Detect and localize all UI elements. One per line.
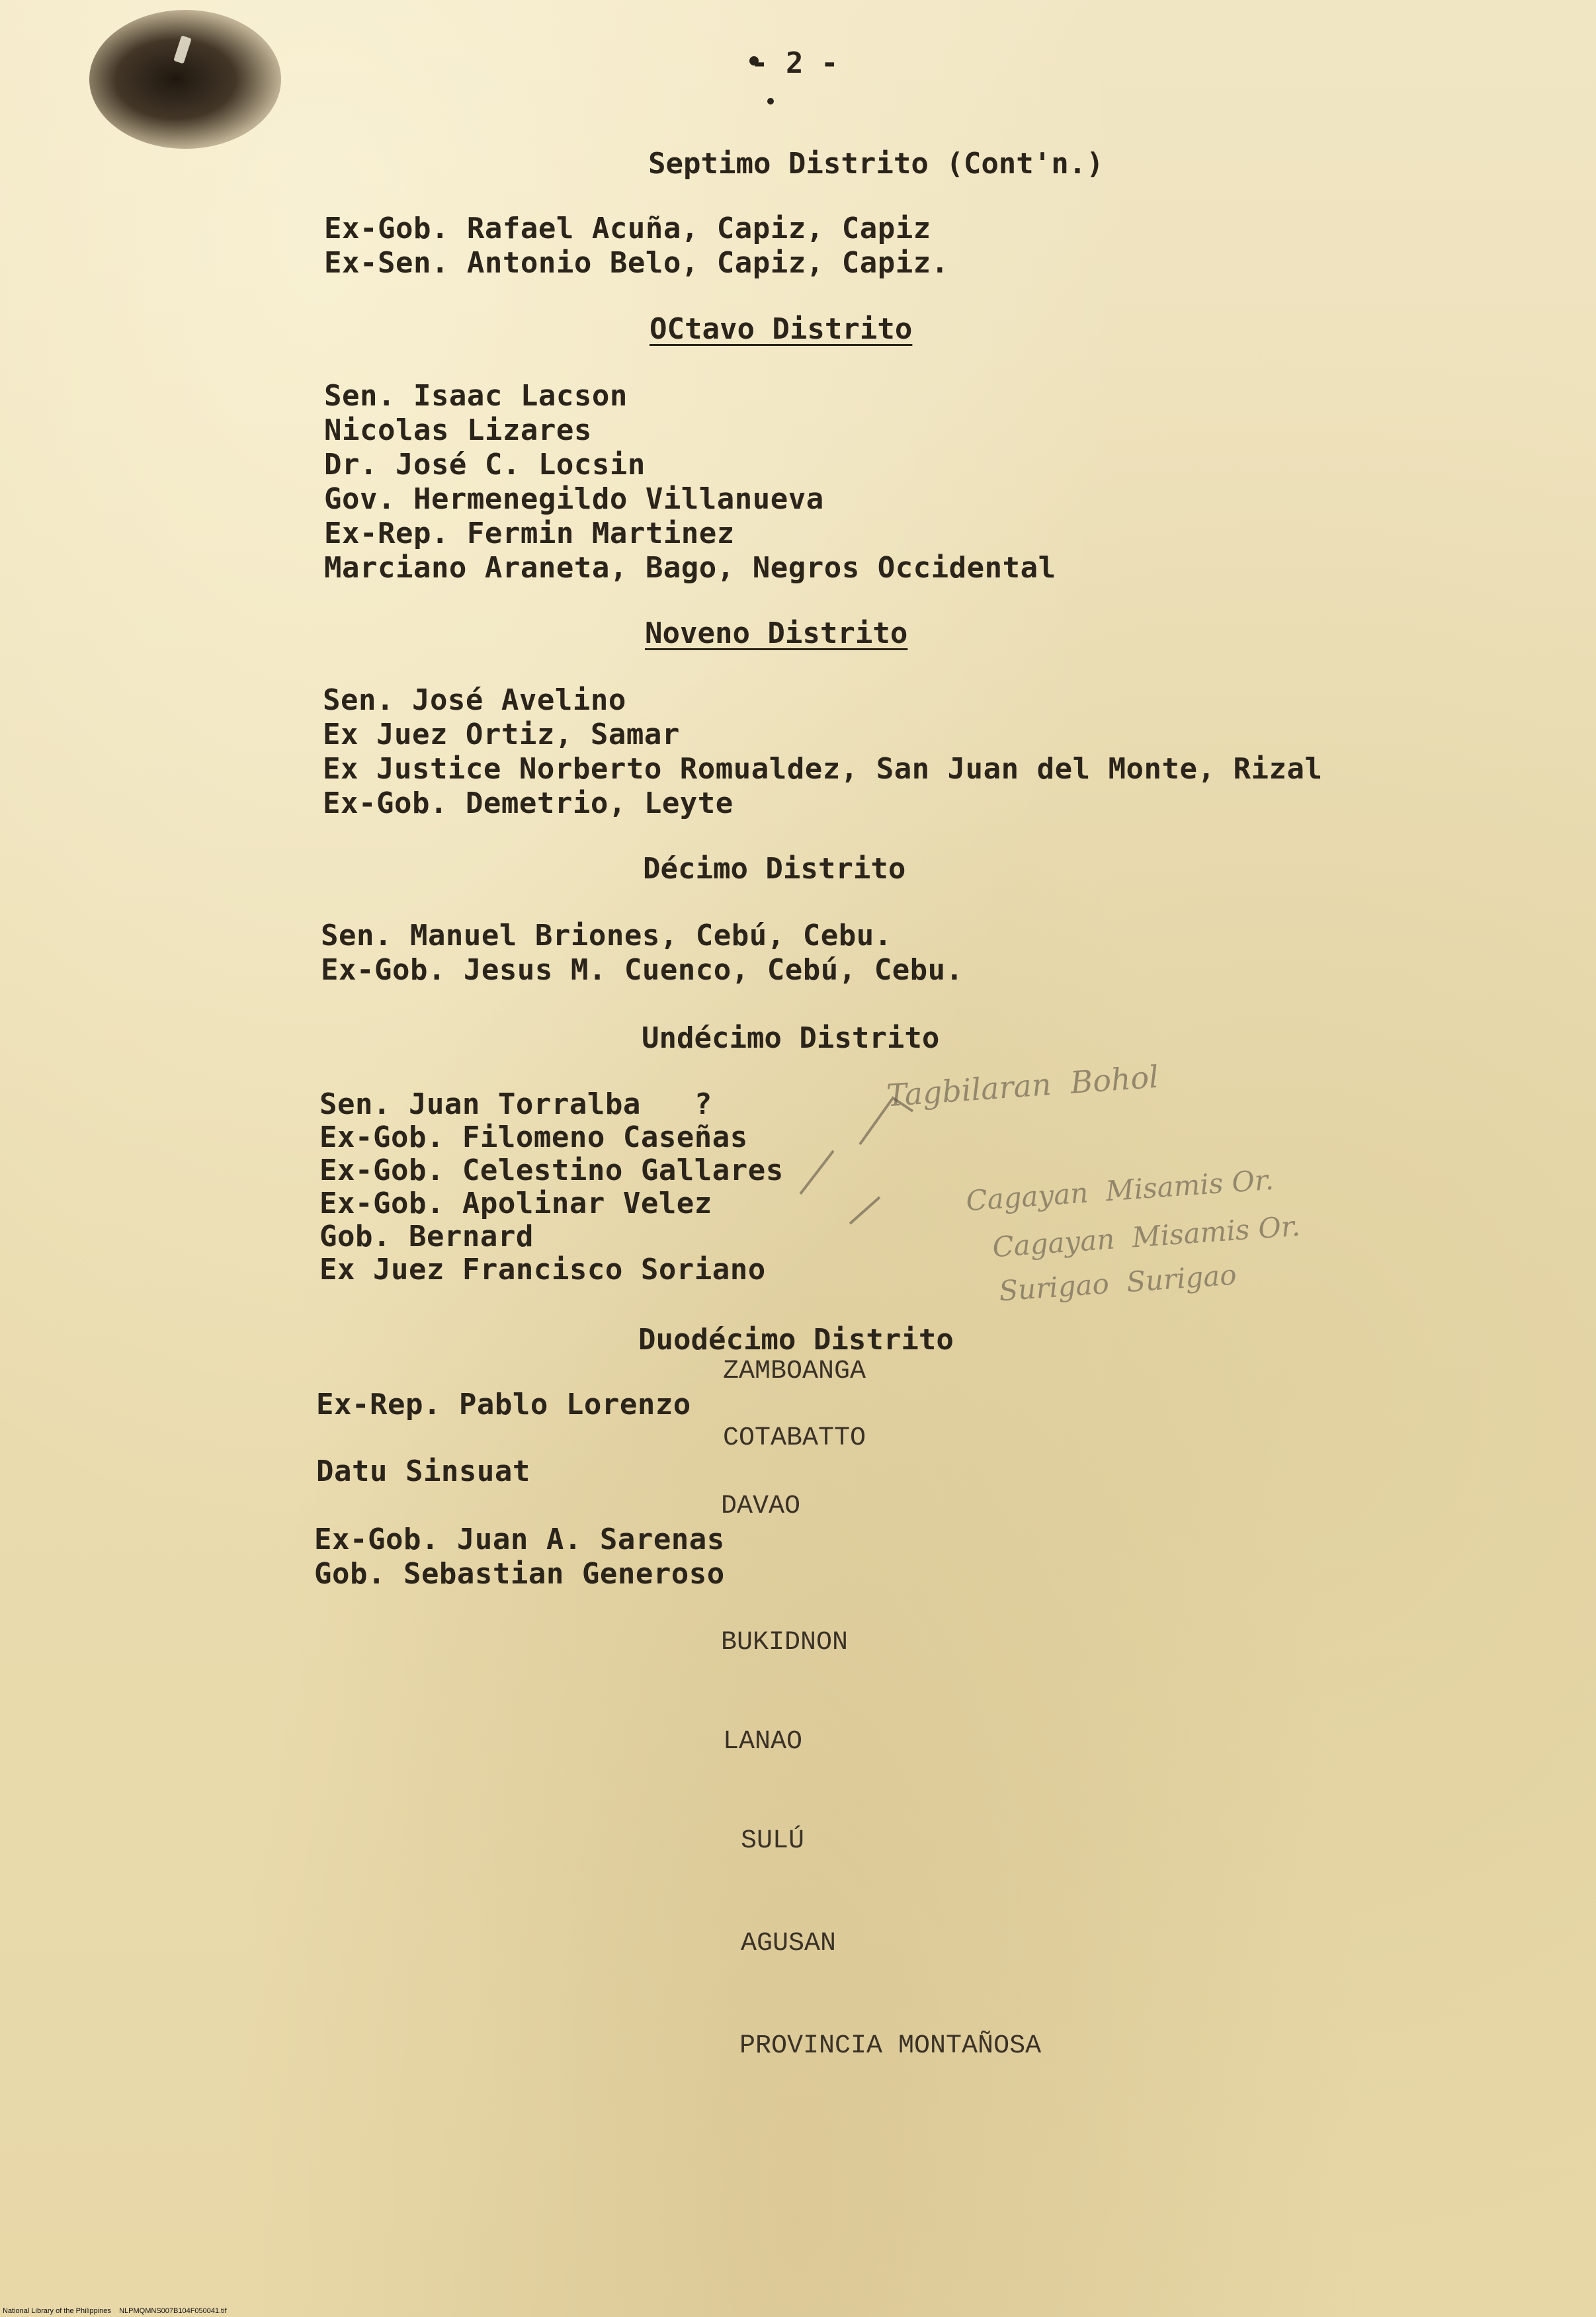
- province-cotabatto: COTABATTO: [723, 1423, 866, 1453]
- name-line: Gob. Bernard: [319, 1220, 534, 1253]
- name-line: Sen. Juan Torralba ?: [319, 1087, 712, 1121]
- name-line: Ex-Gob. Juan A. Sarenas: [314, 1523, 725, 1556]
- name-line: Ex-Gob. Demetrio, Leyte: [323, 786, 734, 820]
- province-montanosa: PROVINCIA MONTAÑOSA: [739, 2031, 1042, 2061]
- province-agusan: AGUSAN: [741, 1929, 837, 1959]
- section-heading-noveno: Noveno Distrito: [645, 616, 908, 650]
- punch-dot: [767, 98, 774, 105]
- name-line: Ex Juez Francisco Soriano: [319, 1253, 766, 1286]
- section-heading-octavo: OCtavo Distrito: [650, 312, 913, 346]
- section-heading-undecimo: Undécimo Distrito: [642, 1021, 940, 1055]
- name-line: Ex Juez Ortiz, Samar: [323, 718, 680, 751]
- name-line: Ex-Gob. Celestino Gallares: [319, 1154, 784, 1187]
- name-line: Ex Justice Norberto Romualdez, San Juan del Monte, Rizal: [323, 752, 1323, 786]
- province-davao: DAVAO: [721, 1492, 801, 1521]
- section-heading-duodecimo: Duodécimo Distrito: [638, 1323, 954, 1357]
- province-bukidnon: BUKIDNON: [721, 1628, 849, 1658]
- name-line: Ex-Rep. Fermin Martinez: [324, 517, 735, 550]
- ink-stain: [89, 10, 281, 149]
- handwritten-note: Cagayan Misamis Or.: [991, 1209, 1302, 1264]
- name-line: Ex-Gob. Jesus M. Cuenco, Cebú, Cebu.: [321, 953, 964, 987]
- page-number: - 2 -: [751, 46, 839, 80]
- name-line: Gob. Sebastian Generoso: [314, 1557, 725, 1591]
- name-line: Marciano Araneta, Bago, Negros Occidental: [324, 551, 1056, 585]
- name-line: Datu Sinsuat: [316, 1454, 530, 1488]
- name-line: Ex-Gob. Rafael Acuña, Capiz, Capiz: [324, 212, 931, 245]
- handwritten-note: Cagayan Misamis Or.: [964, 1163, 1275, 1218]
- section-heading-septimo: Septimo Distrito (Cont'n.): [648, 147, 1104, 181]
- handwritten-note: Surigao Surigao: [997, 1258, 1238, 1308]
- name-line: Ex-Rep. Pablo Lorenzo: [316, 1388, 691, 1421]
- handwritten-note: Tagbilaran Bohol: [885, 1058, 1160, 1114]
- province-zamboanga: ZAMBOANGA: [723, 1357, 866, 1386]
- archive-footer: National Library of the Philippines NLPMQMNS007B104F050041.tif: [3, 2307, 227, 2315]
- name-line: Sen. Manuel Briones, Cebú, Cebu.: [321, 919, 892, 952]
- name-line: Ex-Gob. Apolinar Velez: [319, 1187, 712, 1220]
- name-line: Nicolas Lizares: [324, 413, 592, 447]
- name-line: Sen. José Avelino: [323, 683, 626, 717]
- name-line: Gov. Hermenegildo Villanueva: [324, 482, 824, 516]
- province-lanao: LANAO: [723, 1727, 803, 1757]
- name-line: Ex-Sen. Antonio Belo, Capiz, Capiz.: [324, 246, 949, 280]
- name-line: Dr. José C. Locsin: [324, 448, 646, 482]
- province-sulu: SULÚ: [741, 1826, 805, 1856]
- section-heading-decimo: Décimo Distrito: [643, 852, 906, 886]
- name-line: Ex-Gob. Filomeno Caseñas: [319, 1120, 748, 1154]
- name-line: Sen. Isaac Lacson: [324, 379, 628, 413]
